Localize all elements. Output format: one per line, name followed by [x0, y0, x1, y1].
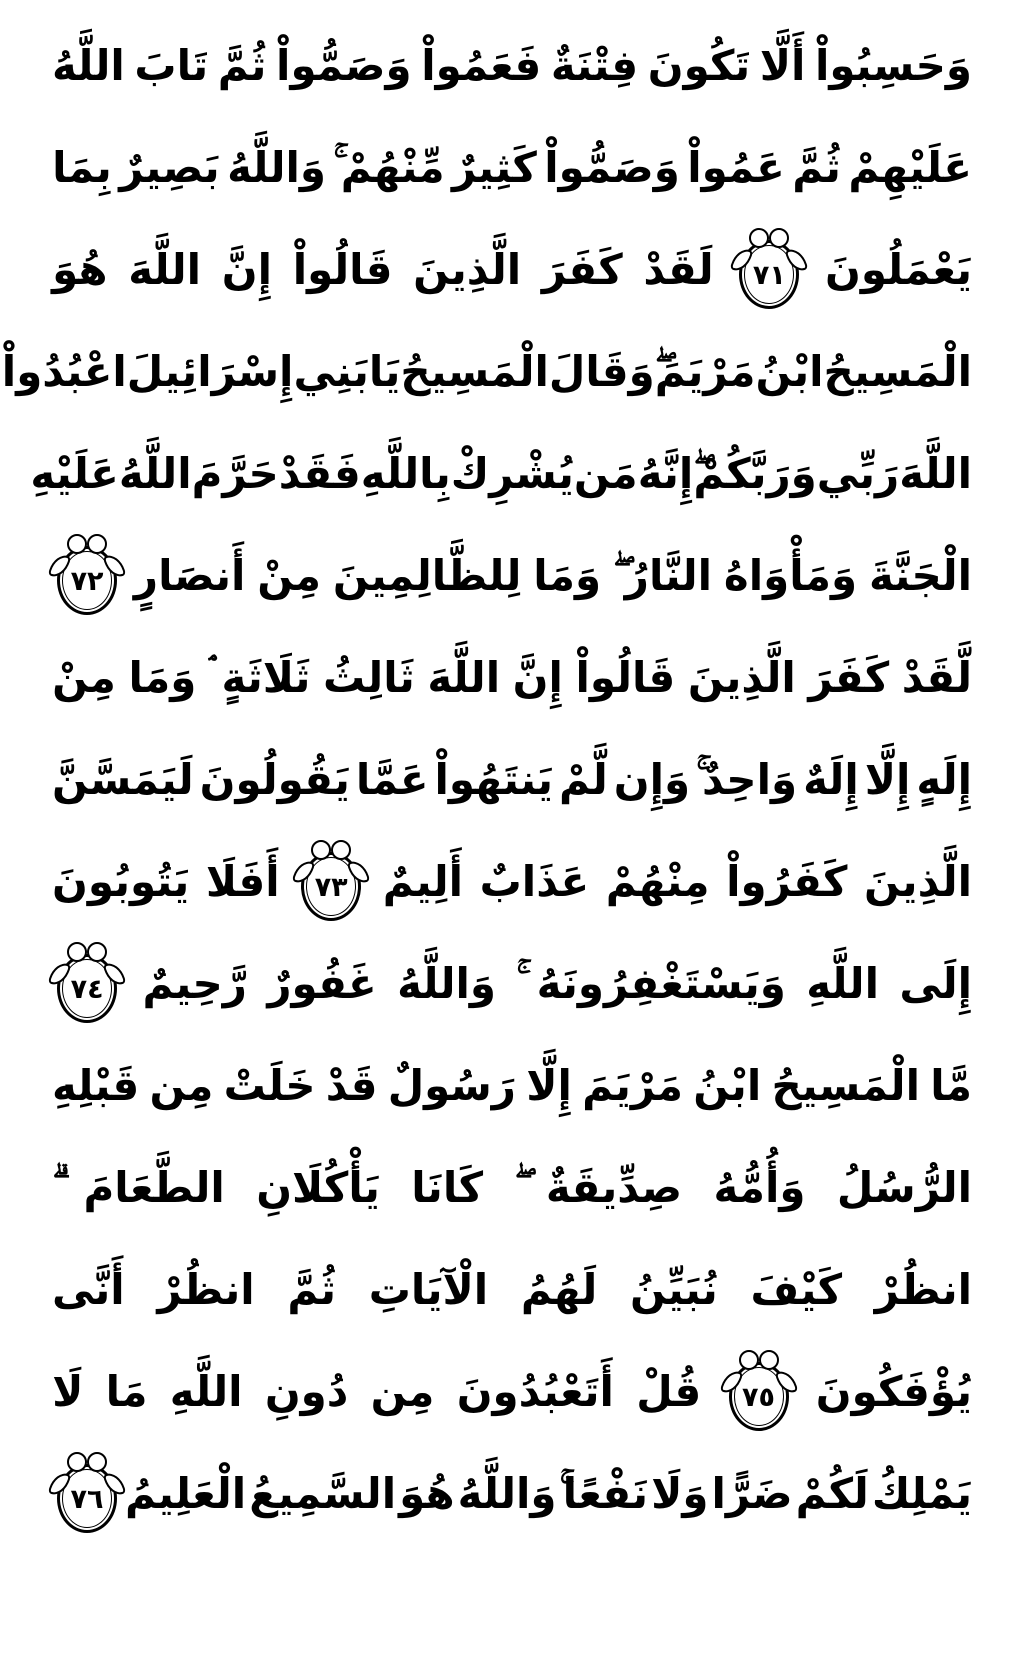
arabic-word: إِنَّهُ	[637, 448, 694, 498]
quran-line-5	[30, 422, 972, 524]
arabic-word: رَسُولٌ	[387, 1060, 516, 1110]
arabic-word: مَن	[573, 448, 638, 498]
quran-line-6	[52, 524, 972, 626]
arabic-word: غَفُورٌ	[267, 958, 377, 1008]
ayah-number: ٧٥	[742, 1381, 775, 1413]
arabic-word: وَاللَّهُ	[227, 142, 326, 192]
arabic-word: كَفَرَ	[808, 652, 890, 702]
ayah-number: ٧٢	[70, 565, 104, 597]
arabic-word: وَاللَّهُ	[397, 958, 496, 1008]
arabic-word: الَّذِينَ	[413, 244, 522, 294]
arabic-word: وَأُمُّهُ	[713, 1162, 806, 1212]
arabic-word: بَصِيرٌ	[119, 142, 220, 192]
arabic-word: الْعَلِيمُ	[125, 1468, 247, 1518]
arabic-word: أَلَّا	[759, 40, 806, 90]
arabic-word: الْمَسِيحُ	[823, 346, 972, 396]
ayah-number: ٧٣	[314, 871, 348, 903]
arabic-word: فَقَدْ	[278, 448, 361, 498]
arabic-word: أَلِيمٌ	[382, 856, 464, 906]
arabic-word: انظُرْ	[157, 1264, 255, 1314]
arabic-word: وَإِن	[613, 754, 691, 804]
quran-line-1	[52, 14, 972, 116]
arabic-word: لَا	[52, 1366, 84, 1416]
arabic-word: الْمَسِيحُ	[400, 346, 549, 396]
arabic-word: كَانَا	[411, 1162, 484, 1212]
arabic-word: وَمَأْوَاهُ	[723, 550, 858, 600]
arabic-word: وَمَا	[128, 652, 197, 702]
arabic-word: كَفَرَ	[541, 244, 623, 294]
arabic-word: مِّنْهُمْ	[340, 142, 445, 192]
arabic-word: ثُمَّ	[287, 1264, 337, 1314]
arabic-word: مِنْهُمْ	[605, 856, 710, 906]
arabic-word: هُوَ	[399, 1468, 455, 1518]
arabic-word: إِلَهٌ	[803, 754, 859, 804]
arabic-word: قُلْ	[636, 1366, 702, 1416]
arabic-word: السَّمِيعُ	[249, 1468, 397, 1518]
arabic-word: وَلَا	[651, 1468, 709, 1518]
arabic-word: عَذَابٌ	[479, 856, 590, 906]
arabic-word: وَاللَّهُ	[457, 1468, 557, 1518]
quran-line-11	[52, 1034, 972, 1136]
marker-ornament-icon	[759, 1350, 779, 1370]
arabic-word: أَفَلَا	[205, 856, 280, 906]
ayah-number: ٧١	[752, 259, 786, 291]
quran-line-3	[52, 218, 972, 320]
arabic-word: لَكُمْ	[795, 1468, 869, 1518]
arabic-word: عَلَيْهِمْ	[848, 142, 972, 192]
arabic-word: قَبْلِهِ	[52, 1060, 140, 1110]
ayah-end-marker	[52, 532, 122, 618]
marker-ornament-icon	[331, 840, 351, 860]
arabic-word: ثَلَاثَةٍ	[221, 652, 311, 702]
arabic-word: الْجَنَّةَ	[868, 550, 972, 600]
arabic-word: يَتُوبُونَ	[52, 856, 190, 906]
arabic-word: قَدْ	[325, 1060, 378, 1110]
arabic-word: إِلَّا	[864, 754, 911, 804]
ayah-number: ٧٤	[70, 973, 104, 1005]
quran-line-2	[52, 116, 972, 218]
arabic-word: أَنصَارٍ	[133, 550, 246, 600]
marker-ornament-icon	[67, 1452, 87, 1472]
arabic-word: لَقَدْ	[643, 244, 714, 294]
arabic-word: كَيْفَ	[750, 1264, 843, 1314]
marker-ornament-icon	[739, 1350, 759, 1370]
arabic-word: الَّذِينَ	[864, 856, 972, 906]
arabic-word: مِن	[149, 1060, 214, 1110]
arabic-word: يَقُولُونَ	[199, 754, 350, 804]
arabic-word: اللَّهُ	[118, 448, 192, 498]
arabic-word: إِنَّ	[512, 652, 563, 702]
arabic-word: عَمُواْ	[687, 142, 785, 192]
arabic-word: حَرَّمَ	[191, 448, 279, 498]
arabic-word: رَّحِيمٌ	[142, 958, 247, 1008]
arabic-word: كَفَرُواْ	[726, 856, 848, 906]
quran-line-15	[52, 1442, 972, 1544]
arabic-word: مَرْيَمَ	[654, 346, 756, 396]
arabic-word: تَكُونَ	[647, 40, 751, 90]
arabic-word: مِنْ	[52, 652, 116, 702]
arabic-word: وَرَبَّكُمْ	[693, 448, 817, 498]
arabic-word: مَا	[105, 1366, 148, 1416]
quran-line-12	[52, 1136, 972, 1238]
arabic-word: وَحَسِبُواْ	[815, 40, 972, 90]
arabic-word: ابْنُ	[693, 1060, 762, 1110]
arabic-word: نَفْعًا	[562, 1468, 649, 1518]
marker-ornament-icon	[87, 942, 107, 962]
marker-ornament-icon	[67, 534, 87, 554]
arabic-word: يَعْمَلُونَ	[825, 244, 972, 294]
arabic-word: الْمَسِيحُ	[771, 1060, 920, 1110]
arabic-word: الَّذِينَ	[687, 652, 796, 702]
arabic-word: اللَّهَ	[128, 244, 202, 294]
arabic-word: وَصَمُّواْ	[544, 142, 680, 192]
arabic-word: مَّا	[930, 1060, 972, 1110]
arabic-word: النَّارُ	[624, 550, 713, 600]
arabic-word: انظُرْ	[874, 1264, 972, 1314]
arabic-word: ثُمَّ	[792, 142, 841, 192]
quran-line-4	[1, 320, 972, 422]
arabic-word: خَلَتْ	[223, 1060, 316, 1110]
arabic-word: يُشْرِكْ	[450, 448, 574, 498]
arabic-word: اللَّهُ	[52, 40, 125, 90]
arabic-word: وَاحِدٌ	[702, 754, 798, 804]
arabic-word: أَتَعْبُدُونَ	[456, 1366, 614, 1416]
arabic-word: يَنتَهُواْ	[434, 754, 554, 804]
arabic-word: وَيَسْتَغْفِرُونَهُ	[536, 958, 786, 1008]
arabic-word: لَيَمَسَّنَّ	[52, 754, 194, 804]
marker-ornament-icon	[769, 228, 789, 248]
arabic-word: يَابَنِي	[293, 346, 401, 396]
arabic-word: أَنَّى	[52, 1264, 125, 1314]
arabic-word: الطَّعَامَ	[83, 1162, 225, 1212]
arabic-word: قَالُواْ	[292, 244, 393, 294]
arabic-word: ثُمَّ	[217, 40, 267, 90]
arabic-word: الرُّسُلُ	[836, 1162, 972, 1212]
arabic-word: نُبَيِّنُ	[629, 1264, 718, 1314]
arabic-word: الْآيَاتِ	[368, 1264, 489, 1314]
arabic-word: وَصَمُّواْ	[276, 40, 412, 90]
ayah-end-marker	[296, 838, 366, 924]
marker-ornament-icon	[87, 1452, 107, 1472]
arabic-word: لَهُمُ	[520, 1264, 598, 1314]
quran-line-13	[52, 1238, 972, 1340]
quran-line-9	[52, 830, 972, 932]
arabic-word: ثَالِثُ	[322, 652, 415, 702]
arabic-word: ضَرًّا	[711, 1468, 793, 1518]
arabic-word: فَعَمُواْ	[421, 40, 542, 90]
mushaf-text-block	[1, 14, 972, 1544]
arabic-word: وَمَا	[533, 550, 602, 600]
quran-line-8	[52, 728, 972, 830]
arabic-word: لَّقَدْ	[901, 652, 972, 702]
arabic-word: ابْنُ	[755, 346, 824, 396]
marker-ornament-icon	[67, 942, 87, 962]
ayah-end-marker	[724, 1348, 794, 1434]
arabic-word: بِمَا	[52, 142, 112, 192]
arabic-word: إِلَهٍ	[916, 754, 972, 804]
arabic-word: إِلَى	[899, 958, 972, 1008]
marker-ornament-icon	[87, 534, 107, 554]
arabic-word: رَبِّي	[816, 448, 900, 498]
arabic-word: إِسْرَائِيلَ	[126, 346, 294, 396]
arabic-word: كَثِيرٌ	[452, 142, 537, 192]
arabic-word: فِتْنَةٌ	[550, 40, 639, 90]
ayah-number: ٧٦	[70, 1483, 104, 1515]
arabic-word: مِنْ	[257, 550, 322, 600]
arabic-word: إِلَّا	[526, 1060, 572, 1110]
arabic-word: عَلَيْهِ	[30, 448, 119, 498]
arabic-word: اللَّهِ	[169, 1366, 243, 1416]
arabic-word: إِنَّ	[221, 244, 272, 294]
arabic-word: دُونِ	[264, 1366, 349, 1416]
arabic-word: يَأْكُلَانِ	[256, 1162, 380, 1212]
ayah-end-marker	[52, 940, 122, 1026]
arabic-word: اللَّهِ	[806, 958, 879, 1008]
arabic-word: بِاللَّهِ	[360, 448, 451, 498]
arabic-word: لِلظَّالِمِينَ	[332, 550, 522, 600]
arabic-word: اللَّهَ	[899, 448, 972, 498]
arabic-word: صِدِّيقَةٌ	[545, 1162, 683, 1212]
arabic-word: هُوَ	[52, 244, 108, 294]
arabic-word: يُؤْفَكُونَ	[815, 1366, 972, 1416]
arabic-word: قَالُواْ	[575, 652, 676, 702]
arabic-word: لَّمْ	[559, 754, 608, 804]
quran-line-10	[52, 932, 972, 1034]
arabic-word: وَقَالَ	[548, 346, 655, 396]
ayah-end-marker	[734, 226, 804, 312]
ayah-end-marker	[52, 1450, 122, 1536]
arabic-word: مَرْيَمَ	[582, 1060, 684, 1110]
arabic-word: يَمْلِكُ	[871, 1468, 972, 1518]
arabic-word: تَابَ	[134, 40, 209, 90]
arabic-word: اعْبُدُواْ	[1, 346, 127, 396]
arabic-word: مِن	[370, 1366, 435, 1416]
quran-line-14	[52, 1340, 972, 1442]
arabic-word: عَمَّا	[355, 754, 429, 804]
arabic-word: اللَّهَ	[427, 652, 501, 702]
quran-line-7	[52, 626, 972, 728]
